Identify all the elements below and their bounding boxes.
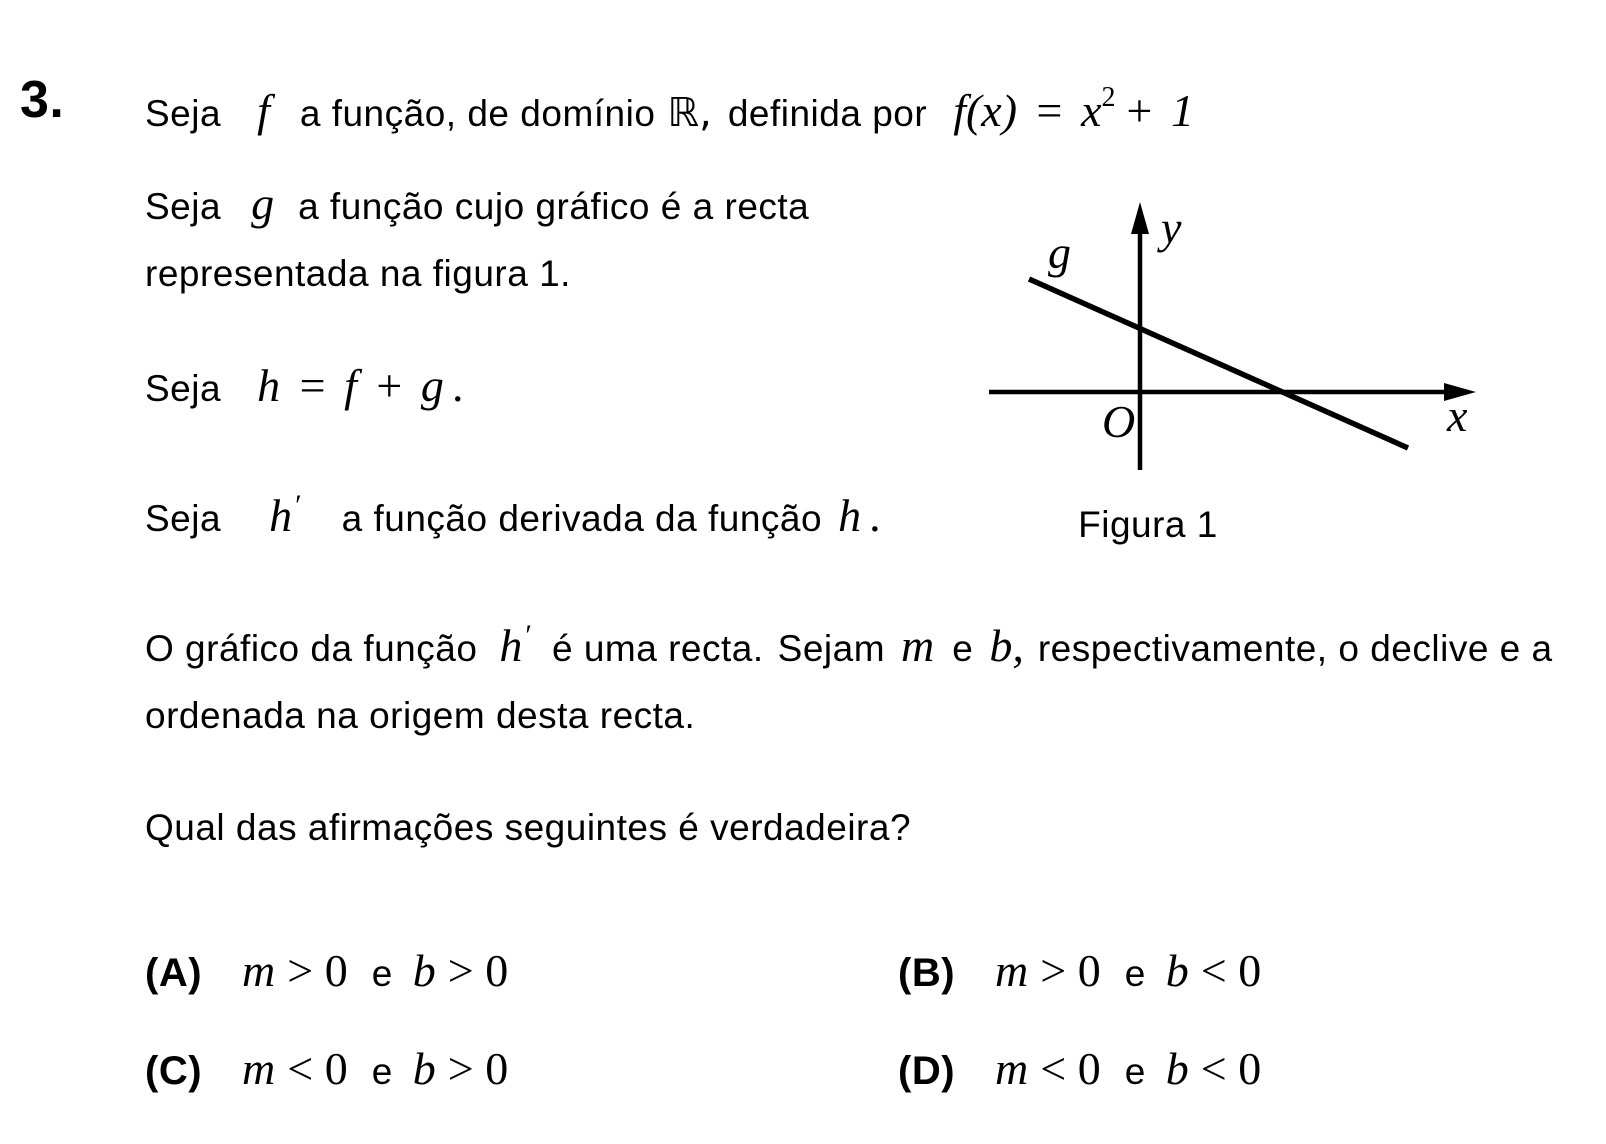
option-D-label: (D) (898, 1049, 956, 1093)
y-axis-label: y (1161, 202, 1182, 253)
option-D (898, 1040, 1261, 1101)
math-h2: h (838, 490, 862, 541)
option-D-m-rel: < 0 (1040, 1043, 1101, 1094)
option-B-b-rel: < 0 (1200, 945, 1262, 996)
intro-mid: a função, de domínio (299, 93, 656, 134)
figure-1-graph (955, 190, 1515, 485)
paragraph-m-b (145, 602, 1553, 749)
option-C-m-var: m (242, 1043, 276, 1094)
paragraph-h (145, 357, 463, 418)
option-B-b-var: b (1165, 945, 1189, 996)
option-B-m-rel: > 0 (1040, 945, 1101, 996)
math-f: f (257, 85, 270, 136)
formula-exponent: 2 (1101, 82, 1116, 113)
para-hprime-rest: a função derivada da função (341, 498, 823, 539)
option-A-b-var: b (412, 945, 436, 996)
line-g (1029, 279, 1408, 448)
intro-seja: Seja (145, 93, 222, 134)
para-g-seja: Seja (145, 186, 222, 227)
prime-mark: ′ (295, 489, 302, 522)
option-C-conj: e (371, 1051, 393, 1092)
option-C-b-rel: > 0 (447, 1043, 509, 1094)
intro-line (145, 69, 1194, 143)
formula-tail: + 1 (1123, 85, 1195, 136)
question-number: 3. (20, 71, 65, 129)
option-A-conj: e (371, 953, 393, 994)
para-hprime-period: . (869, 490, 881, 541)
figure-caption: Figura 1 (1078, 504, 1218, 545)
paragraph-h-prime (145, 477, 881, 548)
option-D-b-var: b (1165, 1043, 1189, 1094)
paragraph-g (145, 170, 809, 307)
option-B-conj: e (1124, 953, 1146, 994)
x-axis-label: x (1447, 390, 1468, 441)
option-A (145, 942, 508, 1003)
option-B-label: (B) (898, 951, 956, 995)
math-b: b, (989, 620, 1024, 671)
math-h-prime: h (269, 490, 293, 541)
para-m-conj: e (952, 628, 974, 669)
option-C-label: (C) (145, 1049, 203, 1093)
paragraph-g-line2: representada na figura 1. (145, 253, 571, 294)
para-h-period: . (451, 360, 464, 411)
line-g-label: g (1048, 227, 1072, 278)
math-h-equals-f-plus-g: h = f + g (257, 360, 444, 411)
para-g-rest: a função cujo gráfico é a recta (298, 186, 810, 227)
option-C-b-var: b (412, 1043, 436, 1094)
para-hprime-seja: Seja (145, 498, 222, 539)
prime-mark-2: ′ (525, 619, 532, 652)
option-D-m-var: m (995, 1043, 1029, 1094)
math-reals-symbol: ℝ, (667, 90, 712, 136)
para-m-l1b: é uma recta. (551, 628, 764, 669)
option-B-m-var: m (995, 945, 1029, 996)
option-B (898, 942, 1261, 1003)
origin-label: O (1102, 396, 1136, 447)
math-h-prime-2: h (499, 620, 523, 671)
option-A-m-rel: > 0 (287, 945, 348, 996)
option-D-b-rel: < 0 (1200, 1043, 1262, 1094)
para-h-seja: Seja (145, 368, 222, 409)
formula-fx: f(x) = x (953, 85, 1102, 136)
paragraph-g-line1 (145, 170, 809, 240)
question-prompt: Qual das afirmações seguintes é verdadeira? (145, 807, 912, 848)
option-A-m-var: m (242, 945, 276, 996)
math-g: g (251, 178, 275, 229)
para-m-l1a: O gráfico da função (145, 628, 478, 669)
intro-tail: definida por (727, 93, 928, 134)
para-m-l1d: respectivamente, o declive e a (1037, 628, 1553, 669)
math-m: m (901, 620, 935, 671)
paragraph-m-b-line2: ordenada na origem desta recta. (145, 695, 696, 736)
option-A-b-rel: > 0 (447, 945, 509, 996)
y-axis-arrow-icon (1131, 202, 1149, 234)
paragraph-m-b-line1 (145, 602, 1553, 682)
option-C (145, 1040, 508, 1101)
option-D-conj: e (1124, 1051, 1146, 1092)
para-m-l1c: Sejam (777, 628, 886, 669)
option-A-label: (A) (145, 951, 203, 995)
option-C-m-rel: < 0 (287, 1043, 348, 1094)
